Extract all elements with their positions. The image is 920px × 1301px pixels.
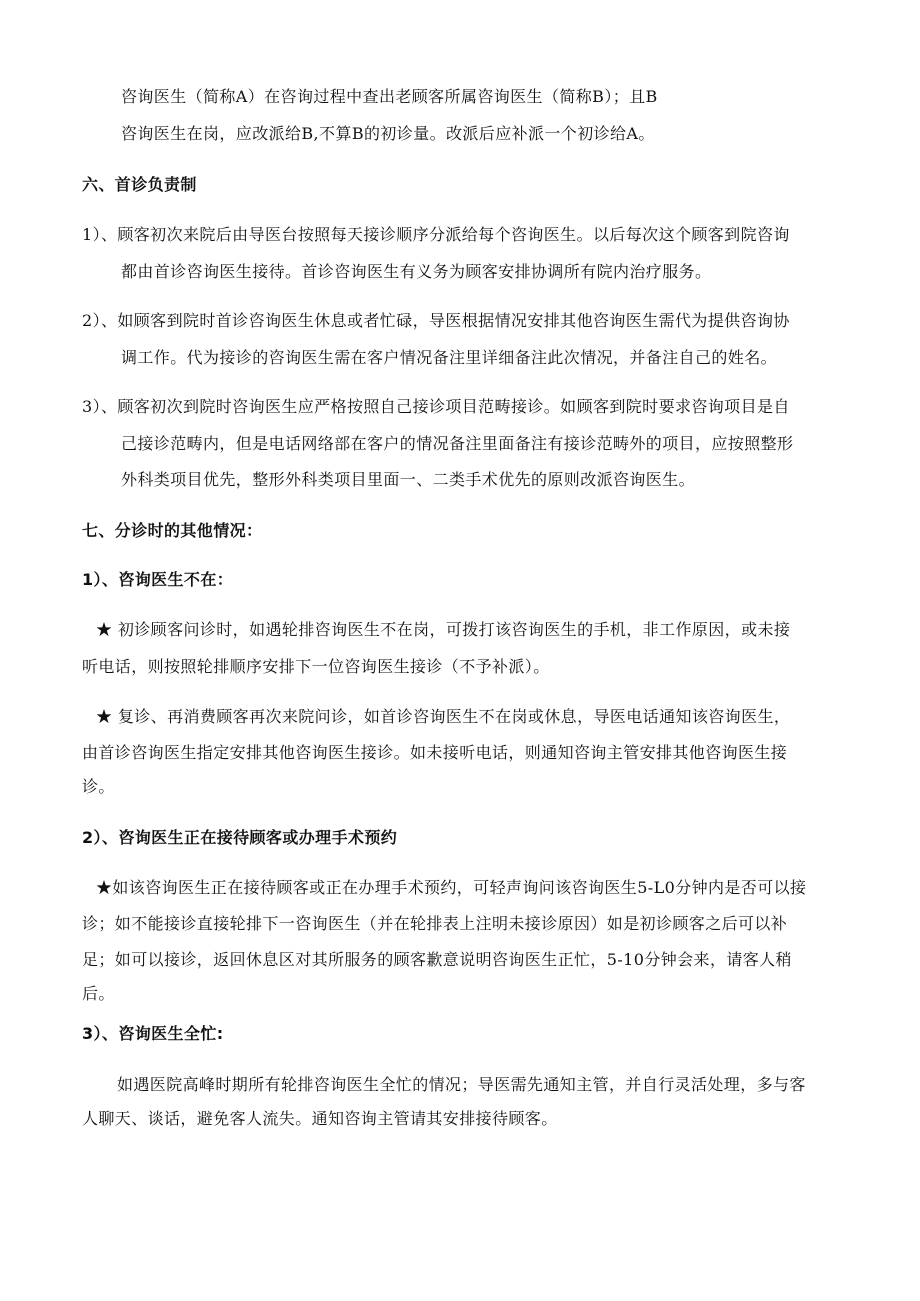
- s7-bullet-3-line-1: ★如该咨询医生正在接待顾客或正在办理手术预约，可轻声询问该咨询医生5-L0分钟内是否可以接: [96, 878, 807, 897]
- s7-bullet-1-line-2: 听电话，则按照轮排顺序安排下一位咨询医生接诊（不予补派）。: [82, 657, 550, 676]
- s7-bullet-1-line-1: ★ 初诊顾客问诊时，如遇轮排咨询医生不在岗，可拨打该咨询医生的手机，非工作原因，或未接: [96, 620, 791, 639]
- s7-bullet-2-line-1: ★ 复诊、再消费顾客再次来院问诊，如首诊咨询医生不在岗或休息，导医电话通知该咨询医生，: [96, 707, 791, 726]
- s6-item-1-line-1: 1）、顾客初次来院后由导医台按照每天接诊顺序分派给每个咨询医生。以后每次这个顾客到院咨询: [82, 225, 790, 244]
- intro-line-1: 咨询医生（简称A）在咨询过程中查出老顾客所属咨询医生（简称B）；且B: [121, 87, 658, 106]
- s6-item-3-line-3: 外科类项目优先，整形外科类项目里面一、二类手术优先的原则改派咨询医生。: [121, 470, 696, 489]
- s6-item-1-line-2: 都由首诊咨询医生接待。首诊咨询医生有义务为顾客安排协调所有院内治疗服务。: [121, 262, 712, 281]
- s7-para-4-line-2: 人聊天、谈话，避免客人流失。通知咨询主管请其安排接待顾客。: [82, 1109, 558, 1128]
- s7-bullet-3-line-3: 足；如可以接诊，返回休息区对其所服务的顾客歉意说明咨询医生正忙，5-10分钟会来，请客人稍: [82, 950, 792, 969]
- s6-item-2-line-1: 2）、如顾客到院时首诊咨询医生休息或者忙碌，导医根据情况安排其他咨询医生需代为提供咨询协: [82, 311, 790, 330]
- s6-item-3-line-1: 3）、顾客初次到院时咨询医生应严格按照自己接诊项目范畴接诊。如顾客到院时要求咨询项目是自: [82, 397, 790, 416]
- s7-bullet-2-line-2: 由首诊咨询医生指定安排其他咨询医生接诊。如未接听电话，则通知咨询主管安排其他咨询医生接: [82, 743, 788, 762]
- s7-bullet-3-line-4: 后。: [82, 984, 115, 1003]
- s7-subheading-1: 1）、咨询医生不在：: [82, 570, 234, 589]
- s7-bullet-2-line-3: 诊。: [82, 777, 115, 796]
- intro-line-2: 咨询医生在岗，应改派给B,不算B的初诊量。改派后应补派一个初诊给A。: [121, 124, 655, 143]
- s6-item-2-line-2: 调工作。代为接诊的咨询医生需在客户情况备注里详细备注此次情况，并备注自己的姓名。: [121, 348, 778, 367]
- s7-bullet-3-line-2: 诊；如不能接诊直接轮排下一咨询医生（并在轮排表上注明未接诊原因）如是初诊顾客之后可以补: [82, 914, 788, 933]
- s7-subheading-2: 2）、咨询医生正在接待顾客或办理手术预约: [82, 828, 398, 847]
- section-6-heading: 六、首诊负责制: [82, 175, 197, 194]
- s6-item-3-line-2: 己接诊范畴内，但是电话网络部在客户的情况备注里面备注有接诊范畴外的项目，应按照整形: [121, 434, 794, 453]
- s7-subheading-3: 3）、咨询医生全忙:: [82, 1024, 224, 1043]
- s7-para-4-line-1: 如遇医院高峰时期所有轮排咨询医生全忙的情况；导医需先通知主管，并自行灵活处理，多与客: [117, 1075, 806, 1094]
- section-7-heading: 七、分诊时的其他情况：: [82, 521, 263, 540]
